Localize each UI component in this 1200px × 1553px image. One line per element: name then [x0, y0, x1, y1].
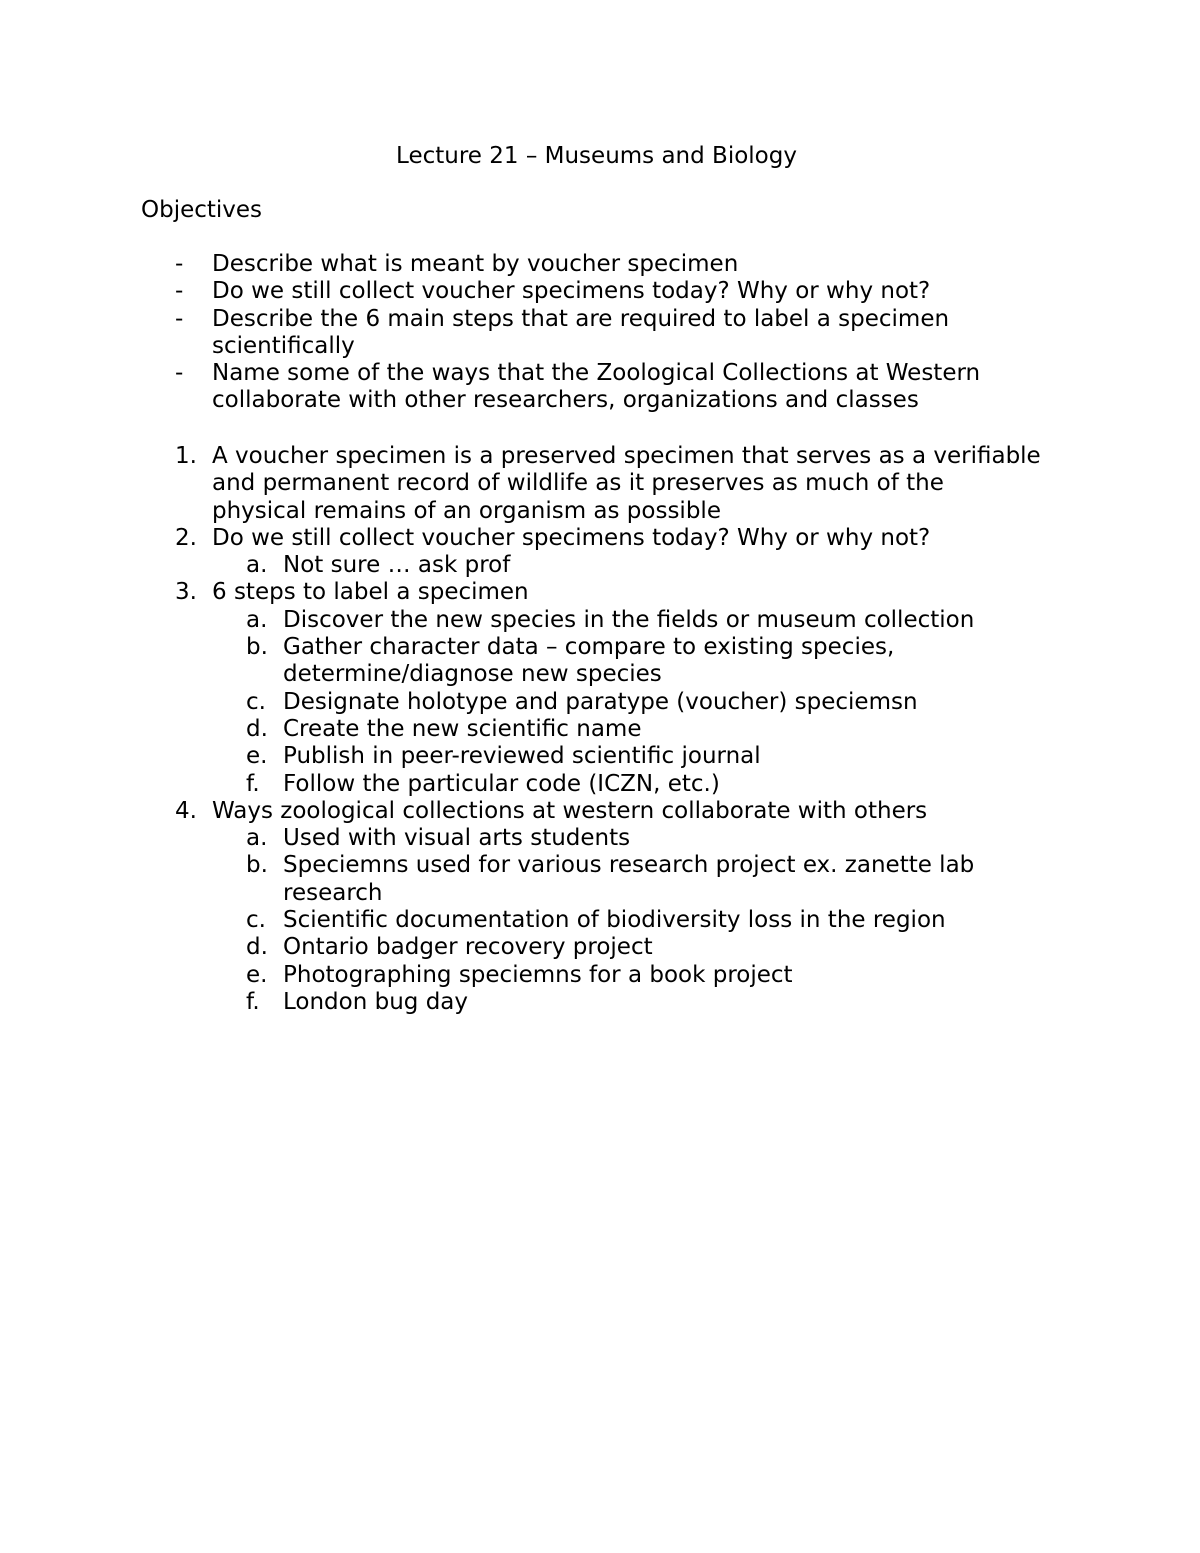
- sub-item-text: Create the new scientific name: [283, 715, 642, 742]
- sub-item-letter: c.: [246, 688, 266, 715]
- answer-text: 6 steps to label a specimen: [212, 579, 529, 606]
- answer-item: [141, 525, 1041, 580]
- sub-item-text: Publish in peer-reviewed scientific journal: [283, 743, 761, 770]
- sub-item: [212, 771, 1041, 798]
- sub-item-letter: a.: [246, 606, 268, 633]
- sub-item-text: Ontario badger recovery project: [283, 934, 653, 961]
- sub-item-text: Not sure … ask prof: [283, 552, 511, 579]
- sub-item-text: Gather character data – compare to existing species, determine/diagnose new species: [283, 634, 895, 688]
- bullet-dash: -: [175, 251, 184, 277]
- sub-item-letter: b.: [246, 852, 268, 879]
- answer-sublist: [212, 552, 1041, 579]
- sub-item-letter: a.: [246, 825, 268, 852]
- sub-item-text: Discover the new species in the fields or museum collection: [283, 606, 975, 633]
- sub-item: [212, 716, 1041, 743]
- sub-item-text: Follow the particular code (ICZN, etc.): [283, 770, 720, 797]
- answer-item: [141, 798, 1041, 1016]
- sub-item-text: Used with visual arts students: [283, 825, 631, 852]
- sub-item-letter: d.: [246, 934, 268, 961]
- answer-item: [141, 579, 1041, 797]
- answer-number: 3.: [175, 579, 197, 606]
- objective-text: Describe what is meant by voucher specimen: [212, 251, 739, 277]
- answer-item: [141, 443, 1041, 525]
- sub-item-text: London bug day: [283, 988, 469, 1015]
- sub-item: [212, 607, 1041, 634]
- bullet-dash: -: [175, 278, 184, 305]
- answer-text: A voucher specimen is a preserved specimen that serves as a verifiable and permanent record of wildlife as it preserves as much of the physical remains of an organism as possible: [212, 443, 1041, 524]
- document-title: Lecture 21 – Museums and Biology: [396, 143, 797, 169]
- sub-item-letter: f.: [246, 770, 260, 797]
- sub-item: [212, 907, 1041, 934]
- sub-item: [212, 934, 1041, 961]
- sub-item: [212, 852, 1041, 907]
- answer-sublist: [212, 607, 1041, 798]
- answer-text: Do we still collect voucher specimens today? Why or why not?: [212, 524, 931, 551]
- bullet-dash: -: [175, 360, 184, 387]
- sub-item-letter: e.: [246, 743, 268, 770]
- objective-item: [141, 251, 1041, 278]
- answers-list: [141, 443, 1041, 1016]
- sub-item: [212, 825, 1041, 852]
- sub-item-letter: f.: [246, 988, 260, 1015]
- answer-number: 1.: [175, 443, 197, 469]
- objective-item: [141, 306, 1041, 361]
- sub-item-letter: a.: [246, 552, 268, 579]
- sub-item: [212, 552, 1041, 579]
- answer-text: Ways zoological collections at western collaborate with others: [212, 797, 928, 824]
- sub-item-text: Scientific documentation of biodiversity loss in the region: [283, 907, 946, 934]
- objective-text: Describe the 6 main steps that are required to label a specimen scientifically: [212, 305, 950, 359]
- sub-item: [212, 743, 1041, 770]
- sub-item-text: Designate holotype and paratype (voucher) speciemsn: [283, 688, 918, 715]
- sub-item-text: Speciemns used for various research project ex. zanette lab research: [283, 852, 975, 906]
- answer-sublist: [212, 825, 1041, 1016]
- objective-item: [141, 360, 1041, 415]
- sub-item: [212, 989, 1041, 1016]
- answer-number: 2.: [175, 524, 197, 551]
- sub-item-letter: b.: [246, 634, 268, 661]
- objective-item: [141, 278, 1041, 305]
- objectives-heading: Objectives: [141, 197, 263, 223]
- sub-item-letter: d.: [246, 715, 268, 742]
- sub-item: [212, 689, 1041, 716]
- answer-number: 4.: [175, 797, 197, 824]
- sub-item: [212, 634, 1041, 689]
- sub-item: [212, 962, 1041, 989]
- sub-item-letter: e.: [246, 961, 268, 988]
- sub-item-text: Photographing speciemns for a book project: [283, 961, 793, 988]
- objective-text: Do we still collect voucher specimens today? Why or why not?: [212, 278, 931, 305]
- objective-text: Name some of the ways that the Zoological Collections at Western collaborate with other researchers, organizations and classes: [212, 360, 981, 414]
- bullet-dash: -: [175, 305, 184, 332]
- objectives-list: [141, 251, 1041, 415]
- sub-item-letter: c.: [246, 907, 266, 934]
